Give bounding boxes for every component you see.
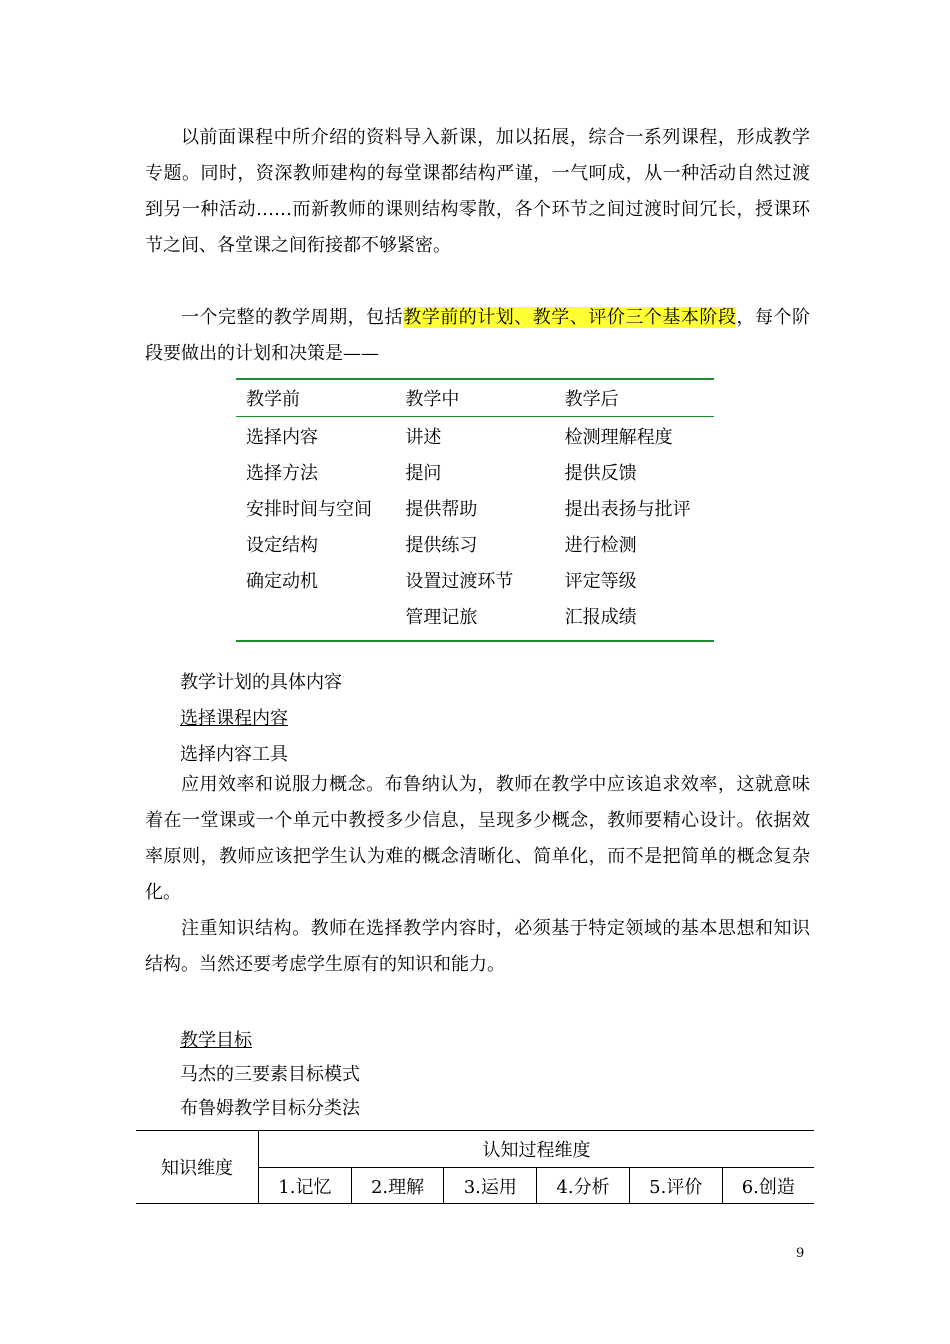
table-cell: 提问 bbox=[405, 463, 442, 484]
knowledge-dimension-table bbox=[136, 1130, 814, 1204]
phase-header-before: 教学前 bbox=[246, 389, 300, 410]
knowledge-dimension-header: 知识维度 bbox=[136, 1131, 259, 1204]
table-cell: 确定动机 bbox=[246, 571, 318, 592]
phase-header-after: 教学后 bbox=[564, 389, 619, 410]
table-cell: 设定结构 bbox=[246, 535, 318, 556]
paragraph-teaching-cycle-end: ，每个阶段要做出的计划和决策是—— bbox=[145, 307, 811, 364]
table-cell: 提供帮助 bbox=[405, 499, 478, 520]
table-row bbox=[236, 598, 714, 634]
table-row bbox=[236, 418, 714, 454]
teaching-phase-table bbox=[236, 378, 714, 642]
heading-teaching-goals: 教学目标 bbox=[180, 1030, 252, 1051]
table-row bbox=[236, 490, 714, 526]
phase-table-body bbox=[236, 417, 714, 640]
heading-select-course-content: 选择课程内容 bbox=[180, 708, 288, 729]
table-cell: 进行检测 bbox=[564, 535, 637, 556]
table-cell: 评定等级 bbox=[564, 571, 637, 592]
table-cell: 选择内容 bbox=[246, 427, 318, 448]
table-cell: 讲述 bbox=[405, 427, 442, 448]
paragraph-lesson-structure: 以前面课程中所介绍的资料导入新课，加以拓展，综合一系列课程，形成教学专题。同时，资深教师建构的每堂课都结构严谨，一气呵成，从一种活动自然过渡到另一种活动……而新教师的课则结构零散，各个环节之间过渡时间冗长，授课环节之间、各堂课之间衔接都不够紧密。 bbox=[145, 127, 810, 256]
phase-header-during: 教学中 bbox=[405, 389, 460, 410]
table-cell: 选择方法 bbox=[246, 463, 318, 484]
table-cell: 检测理解程度 bbox=[564, 427, 673, 448]
cognitive-process-header: 认知过程维度 bbox=[259, 1131, 815, 1168]
heading-plan-content: 教学计划的具体内容 bbox=[180, 672, 342, 693]
table-cell: 提供反馈 bbox=[564, 463, 637, 484]
cognitive-column-understand: 2.理解 bbox=[351, 1168, 444, 1204]
phase-table-header bbox=[236, 380, 714, 417]
table-row bbox=[236, 526, 714, 562]
highlighted-three-phases: 教学前的计划、教学、评价三个基本阶段 bbox=[403, 307, 737, 328]
table-cell: 提出表扬与批评 bbox=[564, 499, 691, 520]
page-number: 9 bbox=[796, 1246, 805, 1261]
table-cell: 设置过渡环节 bbox=[405, 571, 514, 592]
cognitive-column-create: 6.创造 bbox=[722, 1168, 814, 1204]
paragraph-efficiency: 应用效率和说服力概念。布鲁纳认为，教师在教学中应该追求效率，这就意味着在一堂课或一个单元中教授多少信息，呈现多少概念，教师要精心设计。依据效率原则，教师应该把学生认为难的概念清晰化、简单化，而不是把简单的概念复杂化。 bbox=[145, 774, 810, 903]
paragraph-knowledge-structure: 注重知识结构。教师在选择教学内容时，必须基于特定领域的基本思想和知识结构。当然还要考虑学生原有的知识和能力。 bbox=[145, 918, 810, 975]
table-cell: 提供练习 bbox=[405, 535, 478, 556]
table-cell: 管理记旅 bbox=[405, 607, 478, 628]
table-row bbox=[236, 562, 714, 598]
cognitive-column-remember: 1.记忆 bbox=[259, 1168, 352, 1204]
heading-select-content-tools: 选择内容工具 bbox=[180, 744, 288, 765]
table-row bbox=[236, 454, 714, 490]
paragraph-teaching-cycle-start: 一个完整的教学周期，包括 bbox=[181, 307, 404, 328]
line-marzano-model: 马杰的三要素目标模式 bbox=[180, 1064, 360, 1085]
paragraph-teaching-cycle bbox=[145, 300, 810, 372]
table-cell: 汇报成绩 bbox=[564, 607, 637, 628]
cognitive-column-apply: 3.运用 bbox=[444, 1168, 537, 1204]
cognitive-column-analyze: 4.分析 bbox=[537, 1168, 630, 1204]
cognitive-column-evaluate: 5.评价 bbox=[629, 1168, 722, 1204]
table-row bbox=[136, 1131, 814, 1168]
line-bloom-taxonomy: 布鲁姆教学目标分类法 bbox=[180, 1098, 360, 1119]
table-cell: 安排时间与空间 bbox=[246, 499, 372, 520]
